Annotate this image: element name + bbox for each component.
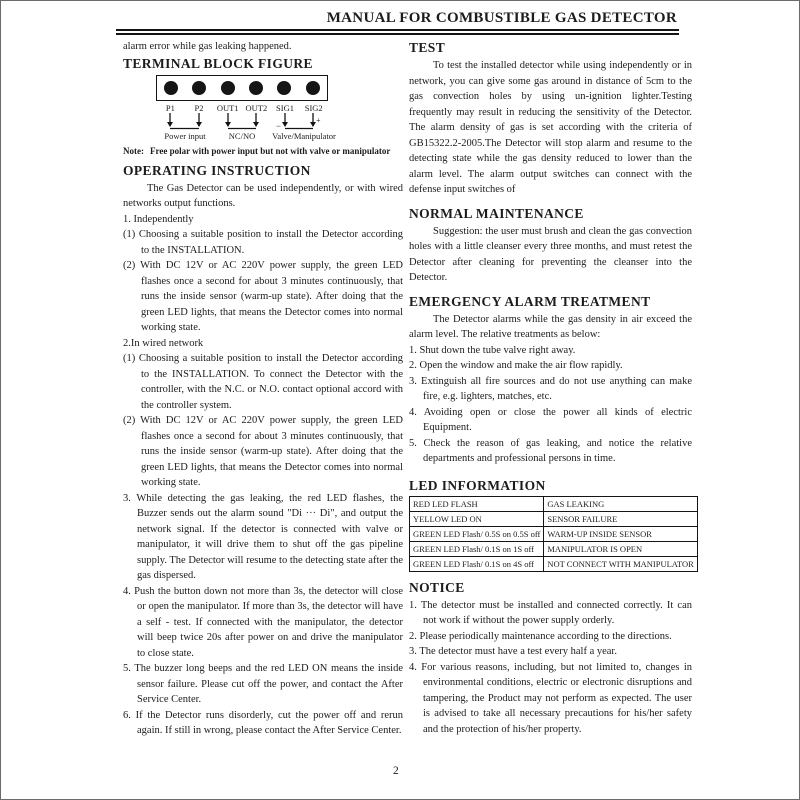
table-cell: MANIPULATOR IS OPEN [544,541,697,556]
table-row [410,541,698,556]
table-cell: SENSOR FAILURE [544,511,697,526]
list-item: 5. The buzzer long beeps and the red LED ON means the inside sensor failure. Please cut off the power, and contact the After Service Center. [123,663,403,705]
terminal-block-figure [123,75,403,141]
list-item: (1) Choosing a suitable position to install the Detector according to the INSTALLATION. [123,229,403,256]
table-cell: GREEN LED Flash/ 0.1S on 4S off [410,556,544,571]
section-heading-notice: NOTICE [409,579,465,595]
paragraph: The Gas Detector can be used independently, or with wired networks output functions. [123,182,403,209]
group-label-power-input: Power input [164,130,206,141]
list-item: (1) Choosing a suitable position to install the Detector according to the INSTALLATION. To connect the Detector with the controller, with the N.C. or N.O. contact optional accord with the controller system. [123,353,403,411]
section-heading-test: TEST [409,40,446,55]
list-item: 6. If the Detector runs disorderly, cut the power off and rerun again. If still in wrong, please contact the After Service Center. [123,709,403,736]
section-heading-led-information: LED INFORMATION [409,477,546,493]
note-label: Note: [123,145,144,156]
list-item: (2) With DC 12V or AC 220V power supply, the green LED flashes once a second for about 3 minutes continuously, that runs the inside sensor (warm-up state). After doing that the green LED lights, that means the Detector comes into normal working state. [123,260,403,333]
header-rule [116,29,679,35]
polarity-minus-label: − [276,120,282,131]
terminal-screw-icon [185,81,213,95]
list-item: 1. Independently [123,213,194,225]
list-item: 4. Avoiding open or close the power all kinds of electric Equipment. [409,406,692,433]
polarity-plus-label: + [316,115,321,125]
left-column [123,39,403,739]
section-heading-operating-instruction: OPERATING INSTRUCTION [123,162,311,178]
paragraph: To test the installed detector while using independently or in network, you can give some gas around in distance of 5cm to the gas convection holes by using un-ignition lighter.Testing frequently may result in reducing the sensitivity of the Detector. The alarm density of gas is set according with the criteria of GB15322.2-2005.The Detector will stop alarm and resume to the detecting state while the gas density reduced to lower than the alarm level. The alarm output switches can connect with the defense input switches of [409,60,692,195]
terminal-screw-icon [270,81,298,95]
table-cell: GREEN LED Flash/ 0.5S on 0.5S off [410,526,544,541]
pin-label-sig2: SIG2 [304,102,323,113]
terminal-screw-icon [157,81,185,95]
section-heading-normal-maintenance: NORMAL MAINTENANCE [409,205,584,221]
list-item: 2. Please periodically maintenance according to the directions. [409,630,672,642]
group-label-nc-no: NC/NO [228,130,256,141]
list-item: 4. For various reasons, including, but not limited to, changes in environmental conditions, electric or electronic disruptions and tampering, the Product may not perform as expected. The user is advised to take all necessary precautions for his/her safety and the protection of his/her property. [409,661,692,735]
figure-note [123,145,403,157]
terminal-screw-icon [242,81,270,95]
pin-label-out1: OUT1 [216,102,239,113]
list-item: 3. Extinguish all fire sources and do not use anything can make fire, e.g. lighters, matches, etc. [409,375,692,402]
table-cell: NOT CONNECT WITH MANIPULATOR [544,556,697,571]
note-text: Free polar with power input but not with valve or manipulator [150,145,391,156]
terminal-pin-labels [156,103,328,113]
terminal-box [156,75,328,101]
list-item: 3. The detector must have a test every half a year. [409,646,617,657]
list-item: 2. Open the window and make the air flow rapidly. [409,360,623,371]
paragraph-continuation: alarm error while gas leaking happened. [123,41,292,52]
pin-label-sig1: SIG1 [276,102,294,113]
terminal-screw-icon [299,81,327,95]
right-column [409,39,692,737]
table-cell: RED LED FLASH [410,496,544,511]
list-item: 1. The detector must be installed and connected correctly. It can not work if without the power supply orderly. [409,599,692,626]
pin-label-p1: P1 [165,102,175,113]
list-item: 4. Push the button down not more than 3s, the detector will close or open the manipulator. If more than 3s, the detector will have a self - test. If connected with the manipulator, the detector will beep twice 20s after power on and drive the manipulator to close state. [123,585,403,659]
table-cell: YELLOW LED ON [410,511,544,526]
list-item: 3. While detecting the gas leaking, the red LED flashes, the Buzzer sends out the alarm sound "Di ··· Di", and output the network signal. If the detector is connected with valve or manipulator, it will drive them to shut off the gas pipeline supply. The Detector will resume to the detecting state after the gas dispersed. [123,492,403,581]
group-label-valve-manipulator: Valve/Manipulator [272,130,336,141]
pin-label-p2: P2 [194,102,204,113]
paragraph: Suggestion: the user must brush and clean the gas convection holes with a little cleanser every three months, and must retest the Detector after cleaning for preventing the cleanser into the Detector. [409,225,692,283]
pin-label-out2: OUT2 [245,102,268,113]
led-information-table [409,496,698,572]
section-heading-terminal-block: TERMINAL BLOCK FIGURE [123,55,313,71]
table-row [410,511,698,526]
table-row [410,526,698,541]
wiring-arrows-icon [123,113,403,131]
table-row [410,556,698,571]
page-number: 2 [393,765,399,777]
table-cell: GREEN LED Flash/ 0.1S on 1S off [410,541,544,556]
section-heading-emergency-alarm-treatment: EMERGENCY ALARM TREATMENT [409,293,651,309]
table-cell: WARM-UP INSIDE SENSOR [544,526,697,541]
terminal-screw-icon [214,81,242,95]
list-item: 5. Check the reason of gas leaking, and notice the relative departments and professional persons in time. [409,437,692,464]
table-cell: GAS LEAKING [544,496,697,511]
list-item: 2.In wired network [123,337,204,349]
page-header-title: MANUAL FOR COMBUSTIBLE GAS DETECTOR [326,10,677,26]
list-item: 1. Shut down the tube valve right away. [409,344,576,356]
table-row [410,496,698,511]
list-item: (2) With DC 12V or AC 220V power supply, the green LED flashes once a second for about 3 minutes continuously, that runs the inside sensor (warm-up state). After doing that the green LED lights, that means the Detector comes into normal working state. [123,415,403,488]
paragraph: The Detector alarms while the gas density in air exceed the alarm level. The relative treatments as below: [409,313,692,340]
